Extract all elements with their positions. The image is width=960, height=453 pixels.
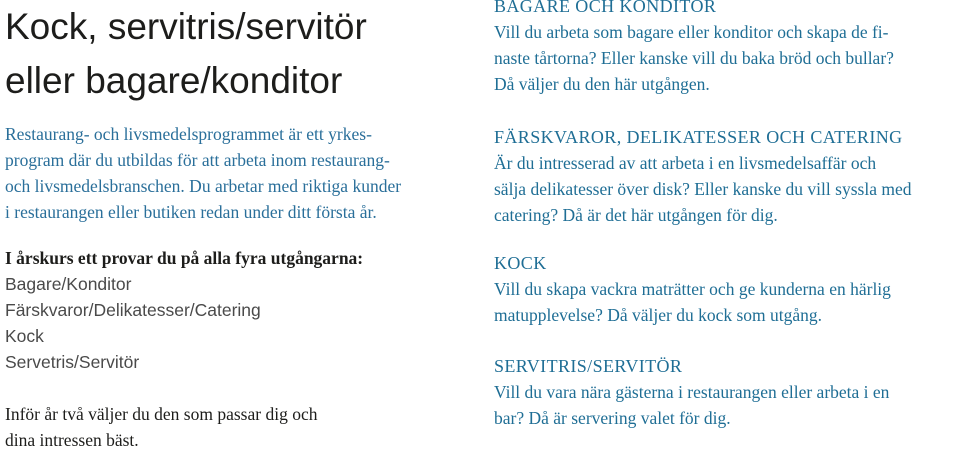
outro-paragraph <box>5 401 475 453</box>
section-line: matupplevelse? Då väljer du kock som utgång. <box>494 305 823 325</box>
intro-paragraph <box>5 121 465 225</box>
track-item: Servetris/Servitör <box>5 352 140 372</box>
section-bagare-konditor <box>494 0 954 97</box>
section-heading: SERVITRIS/SERVITÖR <box>494 356 683 376</box>
section-line: bar? Då är servering valet för dig. <box>494 408 731 428</box>
section-body <box>494 150 954 228</box>
title-line-1: Kock, servitris/servitör <box>5 6 367 47</box>
tracks-lead: I årskurs ett provar du på alla fyra utgångarna: <box>5 248 364 268</box>
section-line: Då väljer du den här utgången. <box>494 74 710 94</box>
intro-line: i restaurangen eller butiken redan under ditt första år. <box>5 202 377 222</box>
intro-line: Restaurang- och livsmedelsprogrammet är ett yrkes- <box>5 124 372 144</box>
section-heading: BAGARE OCH KONDITOR <box>494 0 717 16</box>
section-body <box>494 19 954 97</box>
intro-line: och livsmedelsbranschen. Du arbetar med riktiga kunder <box>5 176 402 196</box>
section-line: sälja delikatesser över disk? Eller kanske du vill syssla med <box>494 179 912 199</box>
section-line: Är du intresserad av att arbeta i en livsmedelsaffär och <box>494 153 877 173</box>
page-title <box>5 0 445 108</box>
intro-line: program där du utbildas för att arbeta inom restaurang- <box>5 150 390 170</box>
title-line-2: eller bagare/konditor <box>5 60 343 101</box>
section-heading: KOCK <box>494 253 547 273</box>
outro-line: Inför år två väljer du den som passar dig och <box>5 404 318 424</box>
track-item: Kock <box>5 326 44 346</box>
section-line: Vill du arbeta som bagare eller konditor och skapa de fi- <box>494 22 889 42</box>
track-item: Färskvaror/Delikatesser/Catering <box>5 300 261 320</box>
track-item: Bagare/Konditor <box>5 274 132 294</box>
section-line: naste tårtorna? Eller kanske vill du baka bröd och bullar? <box>494 48 894 68</box>
section-body <box>494 379 954 431</box>
section-body <box>494 276 954 328</box>
section-line: Vill du skapa vackra maträtter och ge kunderna en härlig <box>494 279 891 299</box>
section-servitris-servitor <box>494 353 954 431</box>
section-line: Vill du vara nära gästerna i restaurangen eller arbeta i en <box>494 382 890 402</box>
section-farskvaror-delikatesser-catering <box>494 124 954 228</box>
section-kock <box>494 250 954 328</box>
section-heading: FÄRSKVAROR, DELIKATESSER OCH CATERING <box>494 127 903 147</box>
outro-line: dina intressen bäst. <box>5 430 139 450</box>
tracks-list <box>5 271 475 375</box>
section-line: catering? Då är det här utgången för dig. <box>494 205 778 225</box>
